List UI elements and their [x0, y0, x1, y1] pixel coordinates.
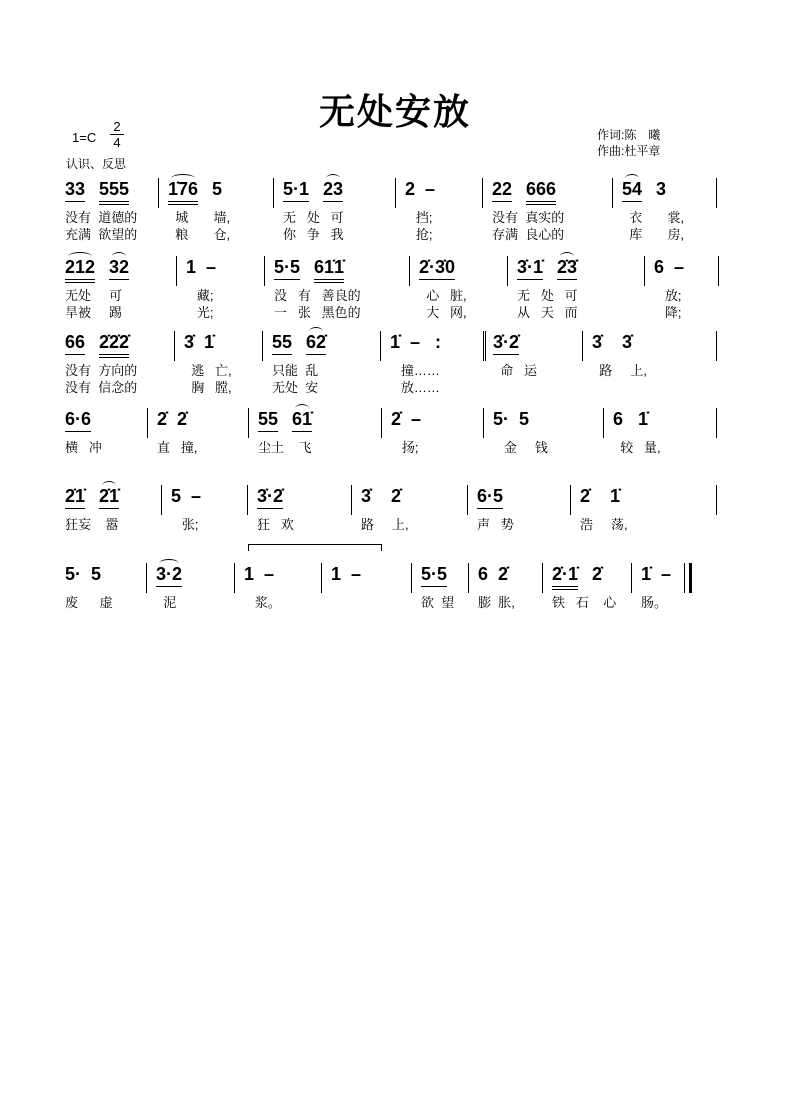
lyric-v1: 金 钱 [493, 440, 548, 455]
barline [351, 485, 352, 515]
note-group: 5·1 [283, 179, 309, 202]
notes [654, 257, 698, 278]
measure [156, 564, 234, 645]
barline [468, 563, 469, 593]
measure [65, 409, 137, 490]
barline [570, 485, 571, 515]
barline [409, 256, 410, 286]
barline [603, 408, 604, 438]
measure [419, 257, 507, 338]
song-title: 无处安放 [318, 91, 471, 133]
lyric-v1: 路 上, [361, 517, 409, 532]
barline [381, 408, 382, 438]
barline [542, 563, 543, 593]
barline [147, 408, 148, 438]
lyric-v1: 心 脏, [419, 288, 467, 303]
lyric-v2: 大 网, [419, 305, 467, 320]
notes [244, 564, 288, 585]
barline [161, 485, 162, 515]
lyric-v1: 直 撞, [157, 440, 198, 455]
measure [592, 332, 716, 413]
note-group: 2̇·1̇ [552, 564, 578, 590]
notes [65, 486, 133, 509]
note-group: 2̇ – [391, 409, 422, 429]
lyric-v1: 扬; [391, 440, 419, 455]
note-group: 61̇ [292, 409, 312, 432]
time-bottom: 4 [110, 134, 124, 150]
notes [65, 179, 143, 205]
note-group: 5· 5 [65, 564, 102, 584]
barline [631, 563, 632, 593]
barline [718, 256, 719, 286]
lyric-v2: 放…… [390, 380, 440, 395]
lyric-v2: 胸 膛, [184, 380, 232, 395]
note-group: 62̇ [306, 332, 326, 355]
measure [580, 486, 716, 567]
note-group: 22 [492, 179, 512, 202]
measure [478, 564, 542, 645]
note-group: 212 [65, 257, 95, 283]
measure [622, 179, 716, 260]
notes [478, 564, 522, 585]
score-line [0, 564, 790, 645]
measure [654, 257, 718, 338]
note-group: 2̇ [592, 564, 603, 584]
barline [689, 563, 692, 593]
lyric-v2: 粮 仓, [168, 227, 231, 242]
barline [380, 331, 381, 361]
measure [641, 564, 689, 645]
lyric-v1: 只能 乱 [272, 363, 319, 378]
lyric-v1: 欲 望 [421, 595, 455, 610]
score-line [0, 179, 790, 260]
lyric-v1: 狂妄 嚣 [65, 517, 119, 532]
notes [493, 332, 533, 355]
lyric-v1: 城 墙, [168, 210, 231, 225]
lyric-v1: 废 虚 [65, 595, 113, 610]
composer: 作曲:杜平章 [597, 144, 661, 158]
notes [517, 257, 591, 280]
lyricist: 作词:陈 曦 [597, 128, 661, 142]
measure [361, 486, 467, 567]
barline [482, 178, 483, 208]
notes [258, 409, 326, 432]
notes [171, 486, 215, 507]
barline [612, 178, 613, 208]
notes [421, 564, 461, 587]
notes [493, 409, 543, 430]
barline [395, 178, 396, 208]
note-group: 5· 5 [493, 409, 530, 429]
note-group: 33 [65, 179, 85, 202]
notes [361, 486, 415, 507]
lyric-v1: 衣 裳, [622, 210, 685, 225]
notes [405, 179, 449, 200]
notes [184, 332, 228, 353]
note-group: 5 – [171, 486, 202, 506]
measure [552, 564, 631, 645]
note-group: 2̇ 2̇ [157, 409, 188, 429]
lyric-v1: 泥 [156, 595, 177, 610]
lyric-v2: 一 张 黑色的 [274, 305, 361, 320]
notes [168, 179, 236, 205]
lyric-v1: 横 冲 [65, 440, 102, 455]
measure [65, 564, 136, 645]
lyric-v1: 肠。 [641, 595, 668, 610]
lyric-v1: 膨 胀, [478, 595, 515, 610]
note-group: 3̇ 3̇ [592, 332, 633, 352]
lyric-v2: 没有 信念的 [65, 380, 138, 395]
barline [321, 563, 322, 593]
measure [65, 486, 151, 567]
lyric-v1: 撞…… [390, 363, 440, 378]
barline [483, 408, 484, 438]
lyric-v2: 抢; [405, 227, 433, 242]
note-group: 6 1̇ [613, 409, 649, 429]
barline [176, 256, 177, 286]
barline [582, 331, 583, 361]
barline [483, 331, 489, 361]
note-group: 1 – [186, 257, 217, 277]
notes [157, 409, 201, 430]
note-group: 5·5 [421, 564, 447, 587]
notes [391, 409, 435, 430]
notes [613, 409, 662, 430]
notes [65, 332, 143, 358]
barline [716, 178, 717, 208]
note-group: 2 – [405, 179, 436, 199]
lyric-v1: 无 处 可 [283, 210, 344, 225]
notes [65, 564, 115, 585]
lyric-v1: 无处 可 [65, 288, 123, 303]
notes [492, 179, 570, 205]
notes [390, 332, 455, 353]
note-group: 3·2 [156, 564, 182, 587]
lyric-v1: 逃 亡, [184, 363, 232, 378]
time-signature [110, 119, 124, 150]
notes [257, 486, 297, 509]
lyric-v1: 放; [654, 288, 682, 303]
barline [248, 408, 249, 438]
note-group: 2̇1̇ [99, 486, 119, 509]
barline [234, 563, 235, 593]
note-group: 54 [622, 179, 642, 202]
note-group: 2̇3̇ [557, 257, 577, 280]
measure [258, 409, 381, 490]
measure [171, 486, 247, 567]
note-group: 3̇·2̇ [493, 332, 519, 355]
measure [65, 332, 164, 413]
measure [186, 257, 264, 338]
note-group: 555 [99, 179, 129, 205]
lyric-v1: 没有 真实的 [492, 210, 565, 225]
score-line [0, 332, 790, 413]
note-group: 3 [656, 179, 667, 199]
note-group: 2̇·3̇0 [419, 257, 455, 280]
subtitle: 认识、反思 [66, 157, 127, 171]
notes [641, 564, 685, 585]
barline [174, 331, 175, 361]
measure [493, 409, 603, 490]
measure [168, 179, 273, 260]
note-group: 3̇ 2̇ [361, 486, 402, 506]
notes [622, 179, 680, 202]
lyric-v1: 浩 荡, [580, 517, 628, 532]
barline [716, 331, 717, 361]
note-group: 1 – [331, 564, 362, 584]
note-group: 1̇76 [168, 179, 198, 205]
lyric-v1: 挡; [405, 210, 433, 225]
measure [391, 409, 483, 490]
time-top: 2 [113, 119, 121, 134]
barline [158, 178, 159, 208]
lyric-v1: 路 上, [592, 363, 647, 378]
measure [184, 332, 262, 413]
lyric-v1: 命 运 [493, 363, 538, 378]
notes [272, 332, 340, 355]
notes [419, 257, 469, 280]
measure [157, 409, 248, 490]
notes [186, 257, 230, 278]
note-group: 2̇2̇2̇ [99, 332, 129, 358]
barline [264, 256, 265, 286]
notes [477, 486, 517, 509]
lyric-v1: 铁 石 心 [552, 595, 617, 610]
barline [146, 563, 147, 593]
note-group: 2̇1̇ [65, 486, 85, 509]
key-signature: 1=C [72, 130, 97, 145]
note-group: 5·5 [274, 257, 300, 280]
lyric-v1: 张; [171, 517, 199, 532]
notes [65, 257, 143, 283]
barline [507, 256, 508, 286]
lyric-v2: 你 争 我 [283, 227, 344, 242]
note-group: 23 [323, 179, 343, 202]
note-group: 5 [212, 179, 223, 199]
lyric-v2: 存满 良心的 [492, 227, 565, 242]
lyric-v1: 没有 道德的 [65, 210, 138, 225]
measure [492, 179, 612, 260]
measure [405, 179, 482, 260]
note-group: 3̇·2̇ [257, 486, 283, 509]
notes [65, 409, 105, 432]
note-group: 6 2̇ [478, 564, 509, 584]
credits [597, 127, 660, 159]
lyric-v1: 藏; [186, 288, 214, 303]
lyric-v1: 尘土 飞 [258, 440, 312, 455]
measure [244, 564, 321, 645]
lyric-v1: 浆。 [244, 595, 281, 610]
note-group: 55 [258, 409, 278, 432]
note-group: 6·5 [477, 486, 503, 509]
lyric-v1: 较 量, [613, 440, 661, 455]
note-group: 55 [272, 332, 292, 355]
note-group: 3̇ 1̇ [184, 332, 215, 352]
measure [331, 564, 411, 645]
notes [331, 564, 375, 585]
note-group: 6·6 [65, 409, 91, 432]
lyric-v1: 声 势 [477, 517, 514, 532]
lyric-v2: 无处 安 [272, 380, 319, 395]
note-group: 61̇1̇ [314, 257, 344, 283]
measure [257, 486, 351, 567]
barline [716, 485, 717, 515]
notes [580, 486, 634, 507]
lyric-v1: 无 处 可 [517, 288, 578, 303]
measure [477, 486, 570, 567]
note-group: 1 – [244, 564, 275, 584]
barline [273, 178, 274, 208]
measure [65, 257, 166, 338]
note-group: 1̇ – [641, 564, 672, 584]
measure [613, 409, 716, 490]
note-group: 6 – [654, 257, 685, 277]
lyric-v1: 狂 欢 [257, 517, 294, 532]
notes [274, 257, 358, 283]
measure [272, 332, 380, 413]
note-group: 66 [65, 332, 85, 355]
lyric-v1: 没 有 善良的 [274, 288, 361, 303]
note-group: 3̇·1̇ [517, 257, 543, 280]
lyric-v2: 旱被 踢 [65, 305, 123, 320]
score-line [0, 409, 790, 490]
barline [716, 408, 717, 438]
barline [411, 563, 412, 593]
lyric-v2: 充满 欲望的 [65, 227, 138, 242]
note-group: 666 [526, 179, 556, 205]
measure [517, 257, 644, 338]
note-group: 32 [109, 257, 129, 280]
notes [552, 564, 616, 590]
lyric-v2: 从 天 而 [517, 305, 578, 320]
note-group: 2̇ 1̇ [580, 486, 621, 506]
score-line [0, 486, 790, 567]
barline [262, 331, 263, 361]
notes [156, 564, 196, 587]
lyric-v1: 没有 方向的 [65, 363, 138, 378]
notes [592, 332, 646, 353]
measure [390, 332, 483, 413]
lyric-v2: 光; [186, 305, 214, 320]
barline [644, 256, 645, 286]
note-group: 1̇ – : [390, 332, 442, 352]
barline [247, 485, 248, 515]
measure [493, 332, 582, 413]
measure [65, 179, 148, 260]
lyric-v2: 降; [654, 305, 682, 320]
barline [467, 485, 468, 515]
measure [274, 257, 409, 338]
measure [283, 179, 395, 260]
score-line [0, 257, 790, 338]
measure [421, 564, 468, 645]
lyric-v2: 库 房, [622, 227, 685, 242]
notes [283, 179, 357, 202]
